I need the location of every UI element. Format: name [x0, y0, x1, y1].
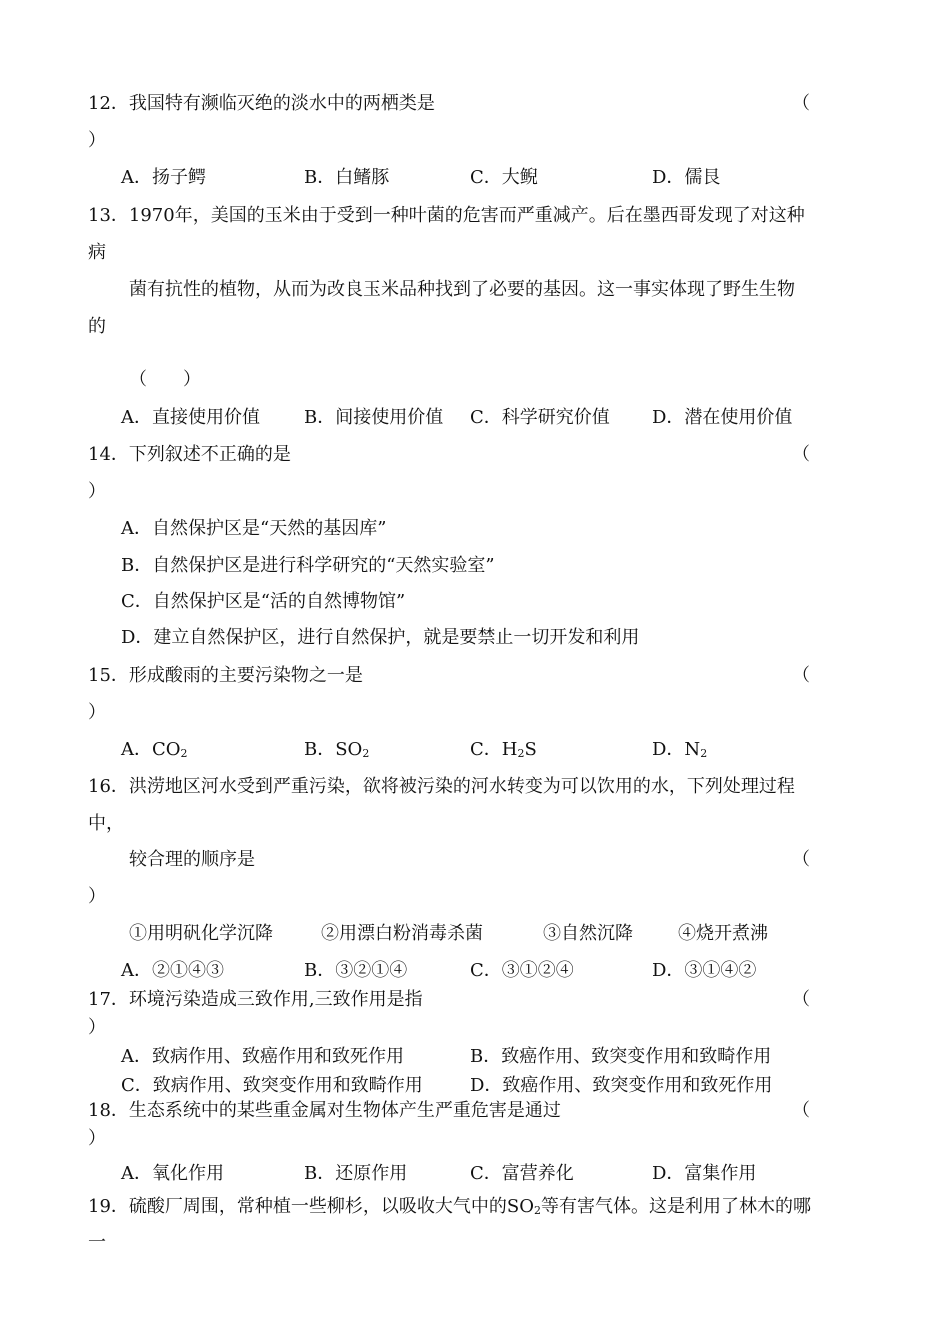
q12-paren-open: （ — [792, 93, 810, 114]
q15-option-a: A．$CO_2$ — [121, 739, 188, 760]
q17-option-b: B．致癌作用、致突变作用和致畸作用 — [470, 1046, 772, 1067]
q17-option-d: D．致癌作用、致突变作用和致死作用 — [470, 1075, 773, 1096]
q18-option-d: D．富集作用 — [652, 1163, 757, 1184]
q16-option-a: A．②①④③ — [121, 960, 224, 981]
q15-paren-open: （ — [792, 665, 810, 686]
q17-paren-open: （ — [792, 989, 810, 1010]
q16-item-1: ①用明矾化学沉降 — [129, 923, 273, 944]
q14-option-a: A．自然保护区是“天然的基因库” — [121, 518, 387, 539]
q17-paren-close: ） — [88, 1017, 106, 1038]
q13-option-a: A．直接使用价值 — [121, 407, 260, 428]
q13-stem-line1: 13．1970年，美国的玉米由于受到一种叶菌的危害而严重减产。后在墨西哥发现了对这种 — [88, 205, 805, 226]
q13-stem-line1-cont: 病 — [88, 242, 106, 263]
q15-paren-close: ） — [88, 702, 106, 723]
q17-stem: 17．环境污染造成三致作用,三致作用是指 — [88, 989, 423, 1010]
q15-option-d: D．$N_2$ — [652, 739, 708, 760]
q14-option-c: C．自然保护区是“活的自然博物馆” — [121, 591, 406, 612]
q19-stem: 19．硫酸厂周围，常种植一些柳杉，以吸收大气中的$SO_2$等有害气体。这是利用了林木的哪 — [88, 1196, 811, 1217]
q15-option-c: C．$H_2S$ — [470, 739, 537, 760]
q13-stem-line2-cont: 的 — [88, 316, 106, 337]
q16-paren-open: （ — [792, 849, 810, 870]
q12-option-a: A．扬子鳄 — [121, 167, 206, 188]
q16-stem-line1-cont: 中， — [88, 813, 124, 834]
q13-option-c: C．科学研究价值 — [470, 407, 610, 428]
q15-option-b: B．$SO_2$ — [304, 739, 370, 760]
q16-option-c: C．③①②④ — [470, 960, 574, 981]
q14-option-b: B．自然保护区是进行科学研究的“天然实验室” — [121, 555, 495, 576]
q18-paren-open: （ — [792, 1100, 810, 1121]
q16-item-3: ③自然沉降 — [543, 923, 633, 944]
q13-stem-line2: 菌有抗性的植物，从而为改良玉米品种找到了必要的基因。这一事实体现了野生生物 — [129, 279, 795, 300]
q16-stem-line1: 16．洪涝地区河水受到严重污染，欲将被污染的河水转变为可以饮用的水，下列处理过程 — [88, 776, 795, 797]
q17-option-c: C．致病作用、致突变作用和致畸作用 — [121, 1075, 423, 1096]
q14-option-d: D．建立自然保护区，进行自然保护，就是要禁止一切开发和利用 — [121, 627, 640, 648]
q12-option-b: B．白鳍豚 — [304, 167, 390, 188]
q18-option-c: C．富营养化 — [470, 1163, 574, 1184]
q18-stem: 18．生态系统中的某些重金属对生物体产生严重危害是通过 — [88, 1100, 561, 1121]
q12-stem: 12．我国特有濒临灭绝的淡水中的两栖类是 — [88, 93, 435, 114]
q12-option-d: D．儒艮 — [652, 167, 721, 188]
q16-item-4: ④烧开煮沸 — [678, 923, 768, 944]
q12-option-c: C．大鲵 — [470, 167, 538, 188]
q16-stem-line2: 较合理的顺序是 — [129, 849, 255, 870]
q18-option-b: B．还原作用 — [304, 1163, 408, 1184]
q18-option-a: A．氧化作用 — [121, 1163, 224, 1184]
q14-paren-open: （ — [792, 444, 810, 465]
q15-stem: 15．形成酸雨的主要污染物之一是 — [88, 665, 363, 686]
q18-paren-close: ） — [88, 1128, 106, 1149]
q19-stem-cont: 一 — [88, 1232, 106, 1253]
q13-paren: （ ） — [129, 369, 201, 390]
q14-stem: 14．下列叙述不正确的是 — [88, 444, 291, 465]
q12-paren-close: ） — [88, 130, 106, 151]
q16-item-2: ②用漂白粉消毒杀菌 — [321, 923, 483, 944]
q17-option-a: A．致病作用、致癌作用和致死作用 — [121, 1046, 404, 1067]
q16-option-d: D．③①④② — [652, 960, 757, 981]
q16-option-b: B．③②①④ — [304, 960, 408, 981]
q14-paren-close: ） — [88, 481, 106, 502]
q13-option-d: D．潜在使用价值 — [652, 407, 793, 428]
q13-option-b: B．间接使用价值 — [304, 407, 444, 428]
q16-paren-close: ） — [88, 886, 106, 907]
